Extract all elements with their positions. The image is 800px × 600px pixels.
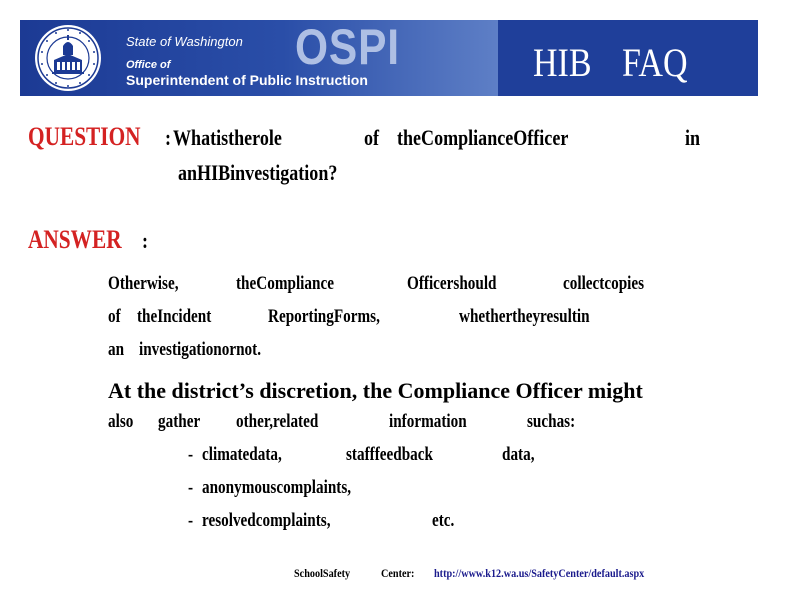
state-line: State of Washington (126, 34, 243, 49)
bullet-word: etc. (432, 510, 455, 531)
question-word: theComplianceOfficer (397, 125, 569, 150)
footer-label: Center: (381, 566, 415, 580)
discretion-line: At the district’s discretion, the Compliance Officer might (108, 378, 643, 403)
office-of-label: Office of (126, 59, 171, 71)
answer-label: ANSWER (28, 225, 122, 254)
washington-state-seal-icon (34, 24, 102, 92)
answer-colon: : (142, 228, 149, 253)
answer-word: other,related (236, 411, 319, 432)
answer-word: theCompliance (236, 273, 334, 294)
question-word: in (685, 125, 701, 150)
answer-word: suchas: (527, 411, 576, 432)
question-label: QUESTION (28, 122, 141, 151)
ospi-logo: OSPI (295, 20, 400, 75)
question-colon: : (165, 125, 172, 150)
answer-word: information (389, 411, 467, 432)
question-word: Whatistherole (173, 125, 282, 150)
bullet-word: climatedata, (202, 444, 282, 465)
question-line-2: anHIBinvestigation? (178, 160, 338, 185)
answer-word: whethertheyresultin (459, 306, 590, 327)
answer-word: Otherwise, (108, 273, 179, 294)
answer-word: gather (158, 411, 201, 432)
office-name: Superintendent of Public Instruction (126, 72, 368, 88)
header-title-faq: FAQ (622, 40, 688, 85)
answer-word: also (108, 411, 134, 432)
bullet-word: stafffeedback (346, 444, 433, 465)
footer-label: SchoolSafety (294, 566, 351, 580)
answer-word: ReportingForms, (268, 306, 380, 327)
question-word: of (364, 125, 380, 150)
header-banner (20, 20, 758, 96)
bullet-marker: - (188, 444, 194, 465)
answer-word: of (108, 306, 121, 327)
header-title-hib: HIB (533, 40, 592, 85)
answer-word: an (108, 339, 125, 360)
safety-center-link[interactable]: http://www.k12.wa.us/SafetyCenter/default.aspx (434, 566, 645, 580)
answer-word: collectcopies (563, 273, 645, 294)
answer-word: theIncident (137, 306, 212, 327)
bullet-marker: - (188, 510, 194, 531)
bullet-word: resolvedcomplaints, (202, 510, 331, 531)
bullet-word: data, (502, 444, 535, 465)
answer-word: investigationornot. (139, 339, 262, 360)
bullet-marker: - (188, 477, 194, 498)
answer-word: Officershould (407, 273, 497, 294)
bullet-item-2: anonymouscomplaints, (202, 477, 352, 498)
